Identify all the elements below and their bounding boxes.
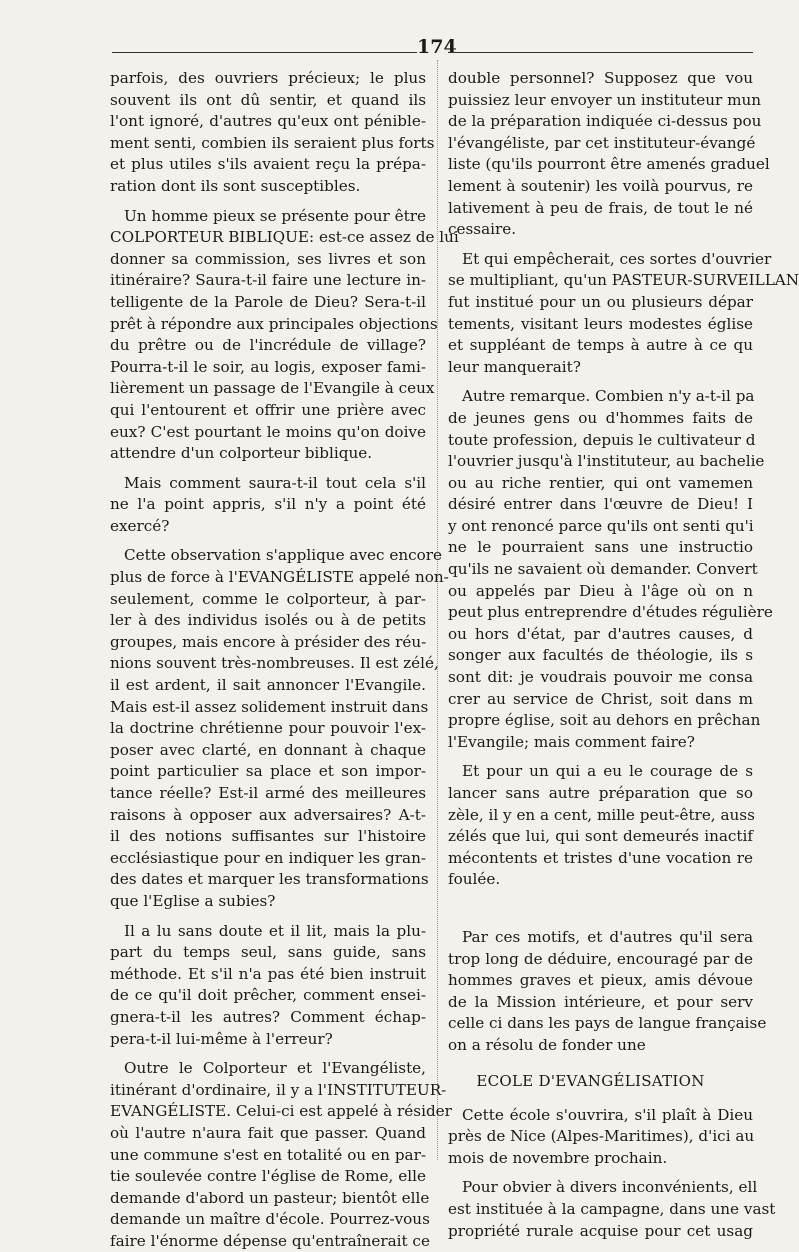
paragraph-gap (110, 1050, 426, 1058)
text-line: Mais est-il assez solidement instruit dans (110, 697, 429, 716)
text-line: méthode. Et s'il n'a pas été bien instruit (110, 964, 426, 983)
text-line: où l'autre n'aura fait que passer. Quand (110, 1123, 426, 1142)
text-line: des dates et marquer les transformations (110, 870, 429, 889)
text-line: ecclésiastique pour en indiquer les gran- (110, 848, 426, 867)
text-line: liste (qu'ils pourront être amenés graduel (448, 155, 770, 174)
paragraph-gap (448, 1097, 753, 1105)
text-line: mois de novembre prochain. (448, 1148, 668, 1167)
text-line: près de Nice (Alpes-Maritimes), d'ici au (448, 1127, 755, 1146)
text-line: du prêtre ou de l'incrédule de village? (110, 336, 426, 355)
text-line: tie soulevée contre l'église de Rome, elle (110, 1167, 426, 1186)
section-heading: ECOLE D'EVANGÉLISATION (476, 1071, 705, 1090)
text-line: demande un maître d'école. Pourrez-vous (110, 1210, 430, 1229)
text-line: ne le pourraient sans une instructio (448, 538, 753, 557)
text-line: ou appelés par Dieu à l'âge où on n (448, 581, 753, 600)
text-line: peut plus entreprendre d'études régulière (448, 603, 773, 622)
text-line: nions souvent très-nombreuses. Il est zélé, (110, 654, 439, 673)
text-line: itinérant d'ordinaire, il y a l'INSTITUTEUR- (110, 1080, 447, 1099)
text-line: de la préparation indiquée ci-dessus pou (448, 112, 762, 131)
text-line: une commune s'est en totalité ou en par- (110, 1145, 426, 1164)
text-line: eux? C'est pourtant le moins qu'on doive (110, 422, 426, 441)
text-line: tements, visitant leurs modestes église (448, 314, 753, 333)
text-line: tance réelle? Est-il armé des meilleures (110, 784, 426, 802)
right-column (448, 68, 799, 1242)
paragraph-gap (110, 465, 426, 473)
text-line: Outre le Colporteur et l'Evangéliste, (124, 1059, 426, 1078)
text-line: Et pour un qui a eu le courage de s (462, 762, 753, 781)
text-line: zélés que lui, qui sont demeurés inactif (448, 827, 753, 846)
text-line: toute profession, depuis le cultivateur d (448, 430, 756, 449)
text-line: attendre d'un colporteur biblique. (110, 444, 373, 463)
text-line: lièrement un passage de l'Evangile à ceux (110, 379, 435, 398)
text-line: l'ouvrier jusqu'à l'instituteur, au bachelie (448, 452, 765, 471)
left-column (110, 68, 459, 1252)
text-line: ou au riche rentier, qui ont vamemen (448, 473, 753, 492)
text-line: point particulier sa place et son impor- (110, 762, 426, 781)
text-line: raisons à opposer aux adversaires? A-t- (110, 805, 426, 824)
paragraph-gap (448, 241, 753, 249)
text-line: de jeunes gens ou d'hommes faits de (448, 408, 753, 427)
text-line: qu'ils ne savaient où demander. Convert (448, 560, 758, 579)
text-line: songer aux facultés de théologie, ils s (448, 646, 753, 665)
text-line: et suppléant de temps à autre à ce qu (448, 336, 753, 355)
text-line: demande d'abord un pasteur; bientôt elle (110, 1188, 430, 1207)
text-line: l'évangéliste, par cet instituteur-évangé (448, 133, 756, 152)
text-line: trop long de déduire, encouragé par de (448, 949, 753, 968)
text-line: il est ardent, il sait annoncer l'Evangile. (110, 676, 426, 695)
text-line: il des notions suffisantes sur l'histoire (110, 827, 426, 846)
header-rule-left (112, 52, 417, 53)
text-line: double personnel? Supposez que vou (448, 69, 753, 87)
page-number: 174 (417, 36, 457, 58)
text-line: Par ces motifs, et d'autres qu'il sera (462, 927, 753, 946)
text-line: puissiez leur envoyer un instituteur mun (448, 90, 762, 109)
text-line: lement à soutenir) les voilà pourvus, re (448, 176, 753, 195)
text-line: lancer sans autre préparation que so (448, 784, 753, 802)
text-line: pera-t-il lui-même à l'erreur? (110, 1029, 333, 1048)
text-line: hommes graves et pieux, amis dévoue (448, 971, 753, 990)
text-line: parfois, des ouvriers précieux; le plus (110, 69, 426, 87)
text-line: Il a lu sans doute et il lit, mais la plu- (124, 921, 426, 940)
paragraph-gap (110, 198, 426, 206)
text-line: donner sa commission, ses livres et son (110, 249, 426, 268)
text-line: l'Evangile; mais comment faire? (448, 732, 695, 751)
text-line: cessaire. (448, 220, 517, 239)
text-line: ne l'a point appris, s'il n'y a point été (110, 495, 426, 514)
text-line: groupes, mais encore à présider des réu- (110, 632, 427, 651)
text-line: ler à des individus isolés ou à de petits (110, 611, 426, 630)
text-line: zèle, il y en a cent, mille peut-être, auss (448, 805, 755, 824)
text-line: gnera-t-il les autres? Comment échap- (110, 1007, 426, 1026)
text-line: qui l'entourent et offrir une prière avec (110, 400, 426, 419)
text-line: lativement à peu de frais, de tout le né (448, 198, 753, 217)
paragraph-gap (448, 753, 753, 761)
paragraph-gap (448, 891, 753, 927)
text-line: Et qui empêcherait, ces sortes d'ouvrier (462, 249, 772, 268)
paragraph-gap (110, 913, 426, 921)
text-line: de ce qu'il doit prêcher, comment ensei- (110, 986, 426, 1005)
text-line: l'ont ignoré, d'autres qu'eux ont pénible- (110, 112, 426, 131)
text-line: propriété rurale acquise pour cet usag (448, 1221, 753, 1240)
text-line: désiré entrer dans l'œuvre de Dieu! I (448, 495, 753, 514)
paragraph-gap (448, 378, 753, 386)
text-line: ou hors d'état, par d'autres causes, d (448, 624, 753, 643)
text-line: leur manquerait? (448, 357, 581, 376)
header-rule-right (448, 52, 753, 53)
text-line: est instituée à la campagne, dans une vast (448, 1199, 776, 1218)
text-line: Autre remarque. Combien n'y a-t-il pa (462, 387, 755, 406)
text-line: crer au service de Christ, soit dans m (448, 689, 753, 708)
text-line: propre église, soit au dehors en prêchan (448, 711, 761, 730)
paragraph-gap (448, 1169, 753, 1177)
text-line: que l'Eglise a subies? (110, 891, 276, 910)
text-line: poser avec clarté, en donnant à chaque (110, 740, 426, 759)
text-line: sont dit: je voudrais pouvoir me consa (448, 668, 753, 687)
text-line: prêt à répondre aux principales objections (110, 314, 438, 333)
text-line: Un homme pieux se présente pour être (124, 206, 426, 225)
text-line: y ont renoncé parce qu'ils ont senti qu'i (448, 516, 754, 535)
text-line: se multipliant, qu'un PASTEUR-SURVEILLAN (448, 271, 799, 290)
text-line: souvent ils ont dû sentir, et quand ils (110, 90, 426, 109)
text-line: celle ci dans les pays de langue française (448, 1014, 767, 1033)
text-line: Cette observation s'applique avec encore (124, 546, 443, 565)
text-line: Pourra-t-il le soir, au logis, exposer fami- (110, 357, 426, 376)
text-line: la doctrine chrétienne pour pouvoir l'ex- (110, 719, 426, 738)
text-line: COLPORTEUR BIBLIQUE: est-ce assez de lui (110, 228, 459, 247)
text-line: seulement, comme le colporteur, à par- (110, 589, 426, 608)
text-line: EVANGÉLISTE. Celui-ci est appelé à résider (110, 1102, 452, 1121)
text-line: de la Mission intérieure, et pour serv (448, 992, 753, 1011)
text-line: fut institué pour un ou plusieurs dépar (448, 292, 753, 311)
text-line: ment senti, combien ils seraient plus forts (110, 133, 435, 152)
text-line: foulée. (448, 870, 501, 889)
text-line: ration dont ils sont susceptibles. (110, 176, 361, 195)
paragraph-gap (110, 537, 426, 545)
text-line: plus de force à l'EVANGÉLISTE appelé non- (110, 568, 449, 587)
text-line: et plus utiles s'ils avaient reçu la prépa- (110, 155, 426, 174)
text-line: itinéraire? Saura-t-il faire une lecture in- (110, 271, 426, 290)
text-line: mécontents et tristes d'une vocation re (448, 848, 753, 867)
paragraph-gap (448, 1057, 753, 1065)
column-divider (437, 60, 438, 1160)
text-line: part du temps seul, sans guide, sans (110, 943, 426, 962)
text-line: Pour obvier à divers inconvénients, ell (462, 1178, 758, 1197)
text-line: exercé? (110, 516, 170, 535)
text-line: Mais comment saura-t-il tout cela s'il (124, 473, 426, 492)
text-line: Cette école s'ouvrira, s'il plaît à Dieu (462, 1105, 753, 1124)
text-line: telligente de la Parole de Dieu? Sera-t-il (110, 292, 426, 311)
text-line: faire l'énorme dépense qu'entraînerait ce (110, 1231, 430, 1250)
text-line: on a résolu de fonder une (448, 1035, 646, 1054)
